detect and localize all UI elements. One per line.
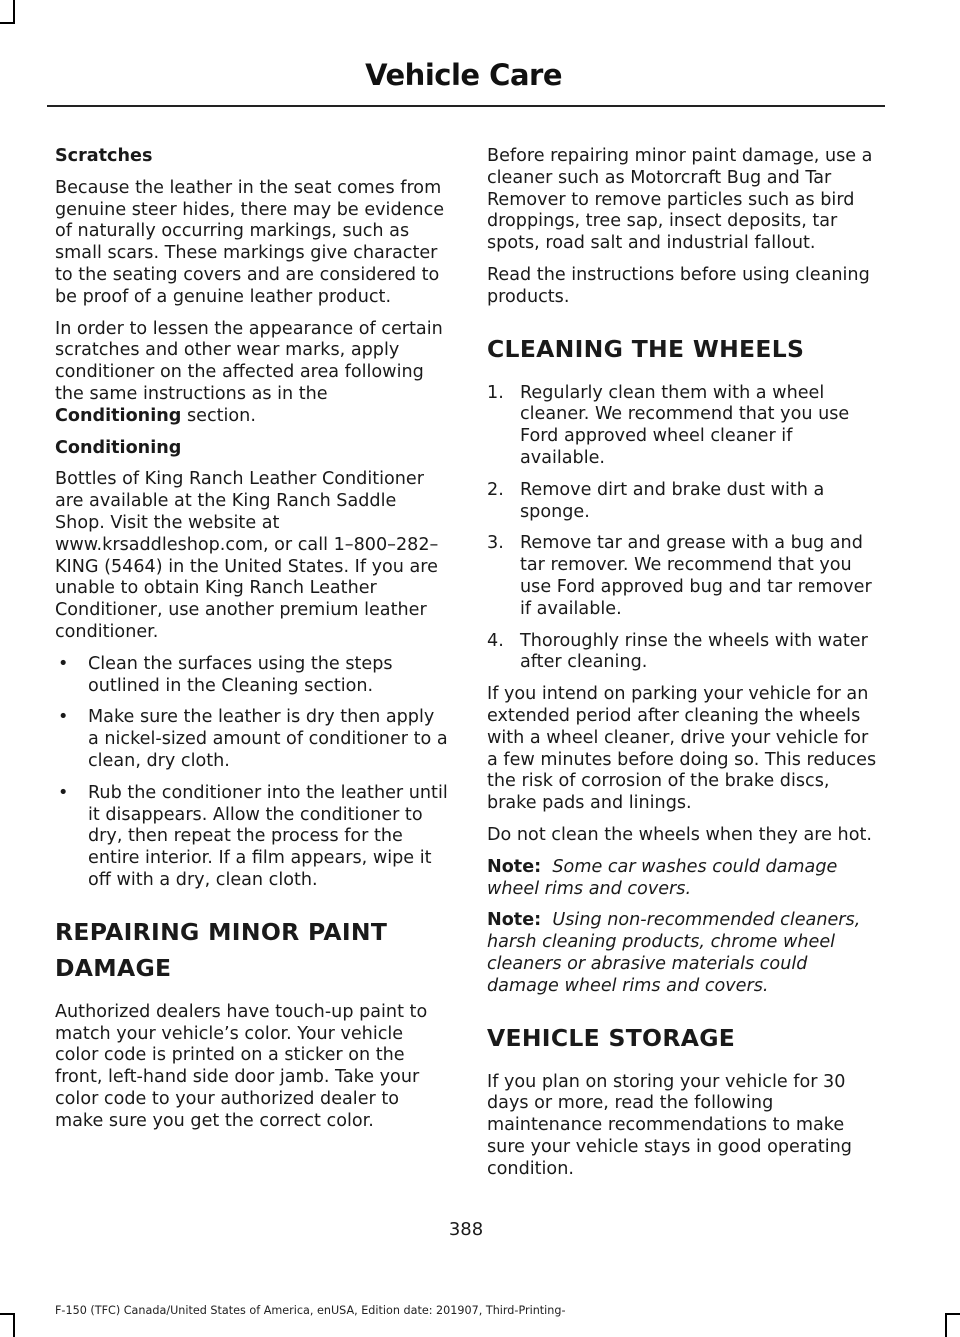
crop-mark-bottom-left-h [0, 1313, 15, 1315]
crop-mark-top-left-h [0, 22, 15, 24]
step-number: 4. [487, 630, 504, 651]
scratches-paragraph: Because the leather in the seat comes from genuine steer hides, there may be evidence of naturally occurring markings, such as small scars. These markings give character to the seating covers and are considered to be proof of a genuine leather product. [55, 177, 445, 307]
list-item [55, 783, 450, 892]
step-text: Remove tar and grease with a bug and tar remover. We recommend that you use Ford approved bug and tar remover if available. [520, 533, 872, 619]
note-cleaners [487, 910, 882, 997]
parking-paragraph: If you intend on parking your vehicle for an extended period after cleaning the wheels with a wheel cleaner, drive your vehicle for a few minutes before doing so. This reduces the risk of corrosion of the brake discs, brake pads and linings. [487, 684, 877, 814]
page-number: 388 [448, 1219, 484, 1240]
step-text: Remove dirt and brake dust with a sponge. [520, 479, 825, 522]
lessen-paragraph [55, 319, 450, 428]
repair-heading [55, 914, 450, 986]
bullet-marker: • [58, 653, 69, 674]
conditioning-bullets [55, 654, 450, 892]
note-label: Note: [487, 910, 542, 931]
note-text: Some car washes could damage wheel rims and covers. [487, 856, 838, 899]
conditioning-paragraph: Bottles of King Ranch Leather Conditioner are available at the King Ranch Saddle Shop. Visit the website at www.krsaddleshop.com, or call 1–800–282–KING (5464) in the United States. If you are unable to obtain King Ranch Leather Conditioner, use another premium leather conditioner. [55, 469, 439, 642]
page-title: Vehicle Care [365, 58, 562, 92]
list-item [55, 707, 450, 772]
scratches-heading: Scratches [55, 146, 153, 166]
footer-edition: F-150 (TFC) Canada/United States of America, enUSA, Edition date: 201907, Third-Printing- [55, 1304, 566, 1317]
note-label: Note: [487, 856, 542, 877]
repair-paragraph: Authorized dealers have touch-up paint to match your vehicle’s color. Your vehicle color code is printed on a sticker on the front, left-hand side door jamb. Take your color code to your authorized dealer to make sure you get the correct color. [55, 1001, 428, 1131]
left-column [55, 146, 450, 1142]
right-column [487, 146, 882, 1190]
read-instructions-paragraph: Read the instructions before using cleaning products. [487, 264, 870, 307]
wheels-steps [487, 383, 882, 675]
storage-paragraph: If you plan on storing your vehicle for 30 days or more, read the following maintenance recommendations to make sure your vehicle stays in good operating condition. [487, 1071, 852, 1179]
wheels-heading: CLEANING THE WHEELS [487, 334, 805, 363]
lessen-text: In order to lessen the appearance of certain scratches and other wear marks, apply conditioner on the affected area following the same instructions as in the [55, 318, 443, 404]
bullet-text: Clean the surfaces using the steps outlined in the Cleaning section. [88, 653, 393, 696]
crop-mark-bottom-right [945, 1313, 947, 1337]
bullet-text: Rub the conditioner into the leather until it disappears. Allow the conditioner to dry, then repeat the process for the entire interior. If a film appears, wipe it off with a dry, clean cloth. [88, 782, 448, 890]
list-item [487, 631, 882, 675]
list-item [487, 480, 882, 524]
bullet-text: Make sure the leather is dry then apply a nickel-sized amount of conditioner to a clean, dry cloth. [88, 707, 448, 771]
bullet-marker: • [58, 782, 69, 803]
step-number: 3. [487, 533, 504, 554]
crop-mark-bottom-right-h [945, 1313, 960, 1315]
list-item [55, 654, 450, 698]
list-item [487, 383, 882, 470]
conditioning-reference: Conditioning [55, 405, 182, 426]
lessen-text-end: section. [181, 405, 256, 426]
crop-mark-bottom-left [13, 1313, 15, 1337]
before-repair-paragraph: Before repairing minor paint damage, use a cleaner such as Motorcraft Bug and Tar Remover to remove particles such as bird droppings, tree sap, insect deposits, tar spots, road salt and industrial fallout. [487, 146, 873, 254]
step-text: Thoroughly rinse the wheels with water after cleaning. [520, 630, 868, 673]
step-text: Regularly clean them with a wheel cleaner. We recommend that you use Ford approved wheel cleaner if available. [520, 382, 850, 468]
header-divider [47, 105, 885, 107]
step-number: 2. [487, 479, 504, 500]
list-item [487, 533, 882, 620]
crop-mark-top-left [13, 0, 15, 24]
repair-heading-line1: REPAIRING MINOR PAINT [55, 917, 388, 946]
storage-heading: VEHICLE STORAGE [487, 1023, 736, 1052]
note-text: Using non-recommended cleaners, harsh cleaning products, chrome wheel cleaners or abrasive materials could damage wheel rims and covers. [487, 910, 861, 996]
note-car-washes [487, 857, 882, 901]
step-number: 1. [487, 382, 504, 403]
conditioning-heading: Conditioning [55, 437, 182, 458]
repair-heading-line2: DAMAGE [55, 953, 172, 982]
hot-wheels-paragraph: Do not clean the wheels when they are hot. [487, 824, 872, 845]
bullet-marker: • [58, 707, 69, 728]
